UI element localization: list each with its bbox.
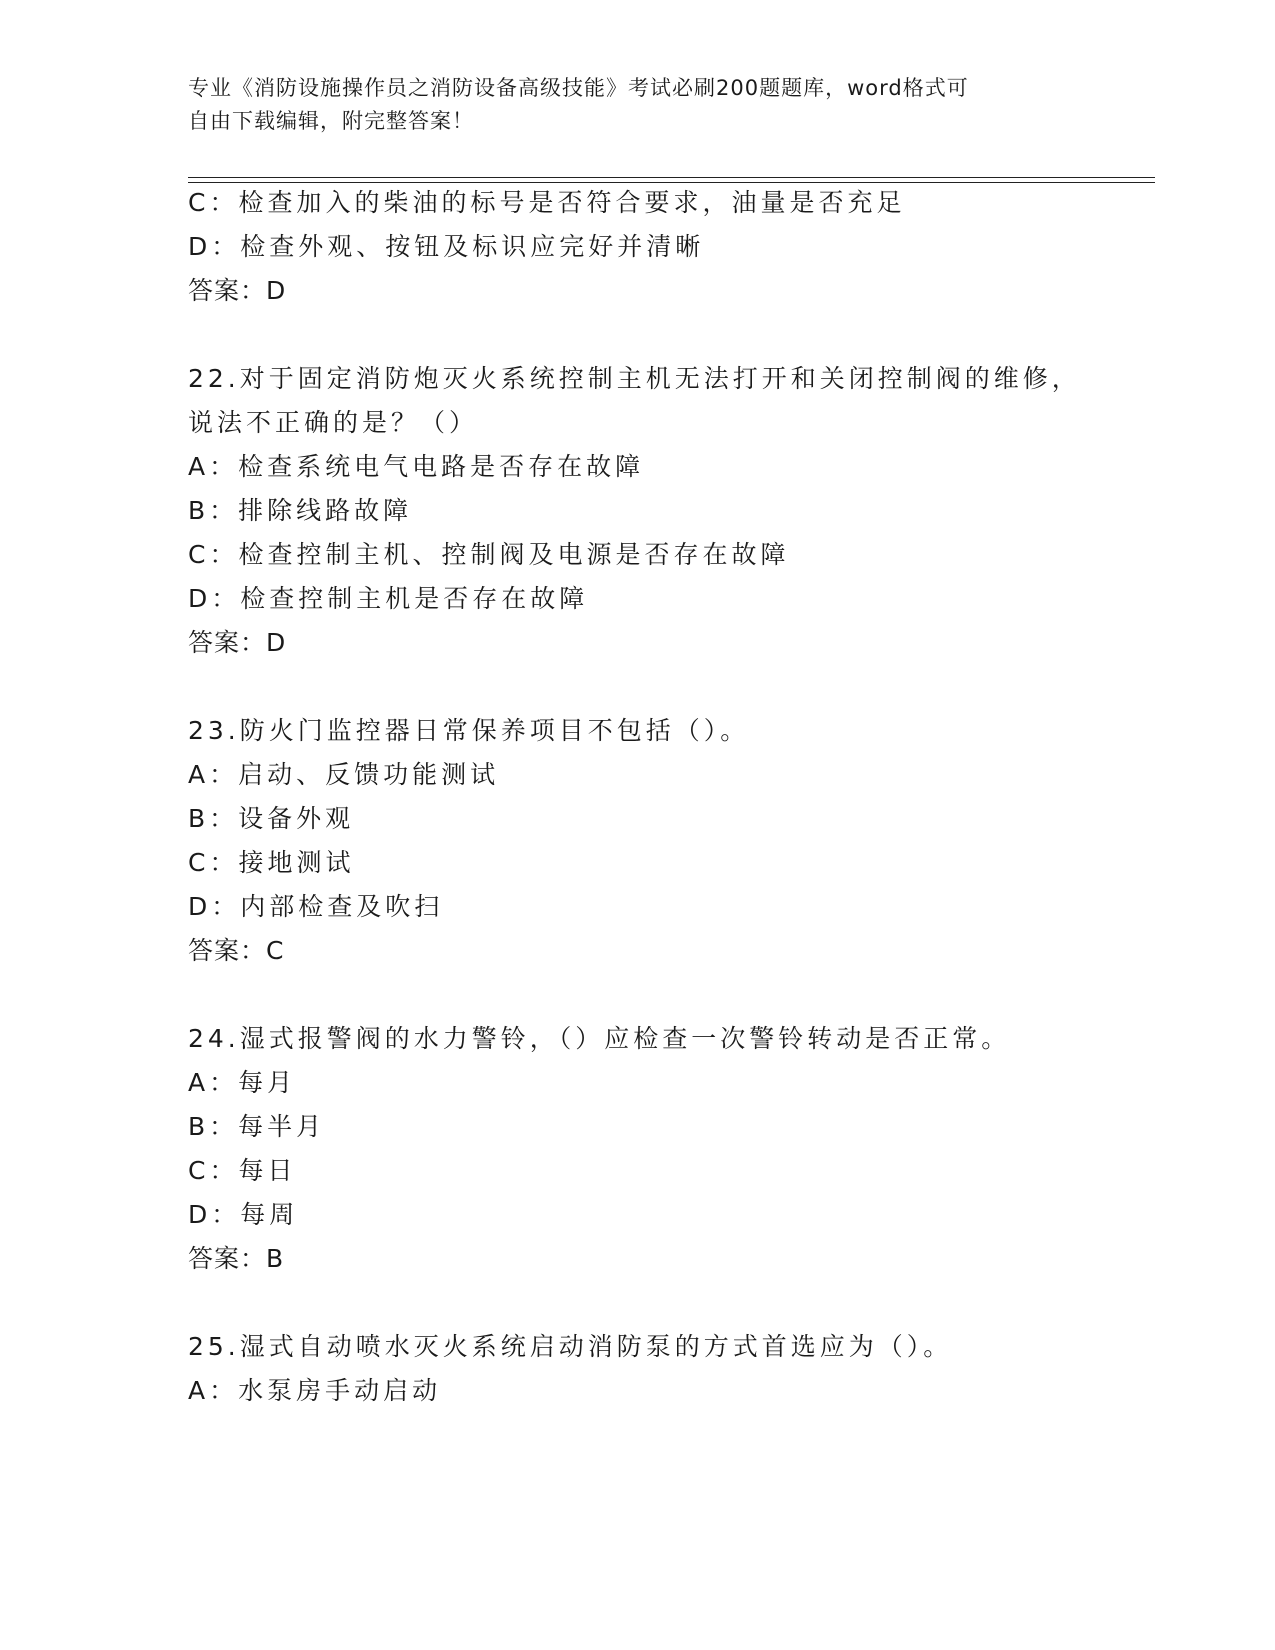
header-line-1: 专业《消防设施操作员之消防设备高级技能》考试必刷200题题库，word格式可: [188, 76, 969, 100]
answer-line: 答案：C: [188, 936, 285, 965]
option-line: C：接地测试: [188, 848, 355, 877]
header-rule-bottom: [188, 182, 1155, 183]
option-line: D：检查外观、按钮及标识应完好并清晰: [188, 232, 705, 261]
answer-line: 答案：D: [188, 276, 287, 305]
question-line: 说法不正确的是？（）: [188, 408, 479, 437]
option-line: D：检查控制主机是否存在故障: [188, 584, 589, 613]
document-header: [188, 72, 1068, 138]
answer-line: 答案：B: [188, 1244, 285, 1273]
question-line: 24.湿式报警阀的水力警铃，（）应检查一次警铃转动是否正常。: [188, 1024, 1011, 1053]
header-rule-top: [188, 177, 1155, 178]
option-line: A：启动、反馈功能测试: [188, 760, 500, 789]
option-line: D：内部检查及吹扫: [188, 892, 444, 921]
option-line: A：检查系统电气电路是否存在故障: [188, 452, 645, 481]
header-line-2: 自由下载编辑，附完整答案！: [188, 109, 474, 133]
option-line: C：每日: [188, 1156, 297, 1185]
question-line: 23.防火门监控器日常保养项目不包括（）。: [188, 716, 750, 745]
option-line: A：每月: [188, 1068, 297, 1097]
option-line: A：水泵房手动启动: [188, 1376, 442, 1405]
question-line: 22.对于固定消防炮灭火系统控制主机无法打开和关闭控制阀的维修，: [188, 364, 1081, 393]
option-line: C：检查控制主机、控制阀及电源是否存在故障: [188, 540, 790, 569]
answer-line: 答案：D: [188, 628, 287, 657]
option-line: B：排除线路故障: [188, 496, 413, 525]
option-line: B：每半月: [188, 1112, 326, 1141]
option-line: C：检查加入的柴油的标号是否符合要求，油量是否充足: [188, 188, 906, 217]
option-line: D：每周: [188, 1200, 299, 1229]
option-line: B：设备外观: [188, 804, 355, 833]
question-line: 25.湿式自动喷水灭火系统启动消防泵的方式首选应为（）。: [188, 1332, 953, 1361]
